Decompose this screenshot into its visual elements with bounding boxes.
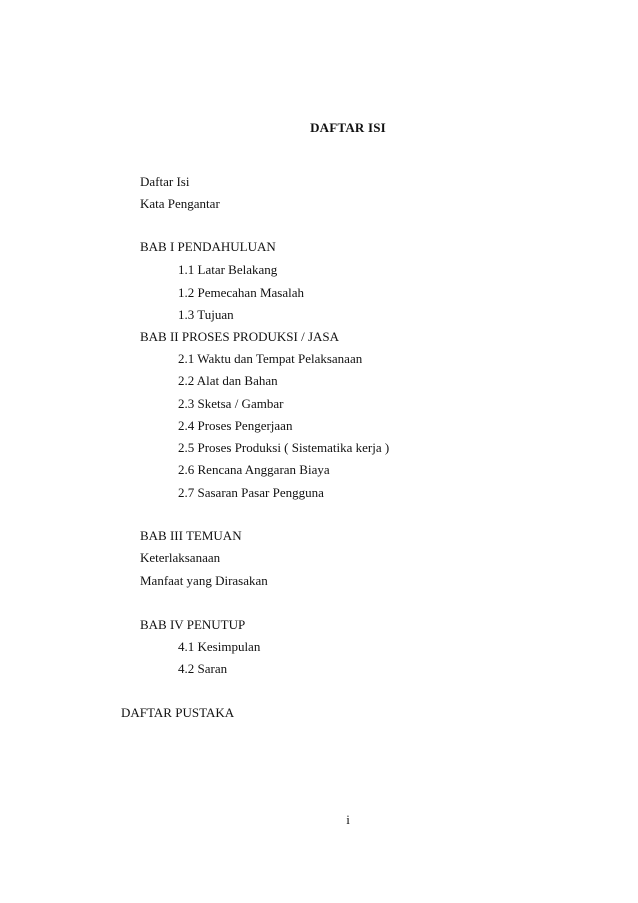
page-number: i [346, 812, 350, 827]
toc-section-1-2: 1.2 Pemecahan Masalah [178, 285, 304, 300]
toc-chapter-bab-4: BAB IV PENUTUP [140, 617, 246, 632]
page-title: DAFTAR ISI [310, 120, 386, 135]
toc-section-4-1: 4.1 Kesimpulan [178, 639, 261, 654]
toc-entry-daftar-isi: Daftar Isi [140, 174, 190, 189]
toc-section-4-2: 4.2 Saran [178, 661, 228, 676]
toc-section-2-7: 2.7 Sasaran Pasar Pengguna [178, 485, 324, 500]
toc-section-2-4: 2.4 Proses Pengerjaan [178, 418, 293, 433]
toc-section-2-1: 2.1 Waktu dan Tempat Pelaksanaan [178, 351, 363, 366]
toc-chapter-bab-1: BAB I PENDAHULUAN [140, 239, 276, 254]
toc-section-1-1: 1.1 Latar Belakang [178, 262, 278, 277]
toc-chapter-bab-2: BAB II PROSES PRODUKSI / JASA [140, 329, 340, 344]
toc-entry-kata-pengantar: Kata Pengantar [140, 196, 220, 211]
toc-entry-daftar-pustaka: DAFTAR PUSTAKA [121, 705, 235, 720]
toc-section-2-5: 2.5 Proses Produksi ( Sistematika kerja ) [178, 440, 390, 455]
toc-section-2-3: 2.3 Sketsa / Gambar [178, 396, 284, 411]
toc-entry-keterlaksanaan: Keterlaksanaan [140, 550, 221, 565]
toc-chapter-bab-3: BAB III TEMUAN [140, 528, 242, 543]
toc-section-2-6: 2.6 Rencana Anggaran Biaya [178, 462, 330, 477]
toc-entry-manfaat: Manfaat yang Dirasakan [140, 573, 268, 588]
toc-section-2-2: 2.2 Alat dan Bahan [178, 373, 278, 388]
toc-section-1-3: 1.3 Tujuan [178, 307, 234, 322]
